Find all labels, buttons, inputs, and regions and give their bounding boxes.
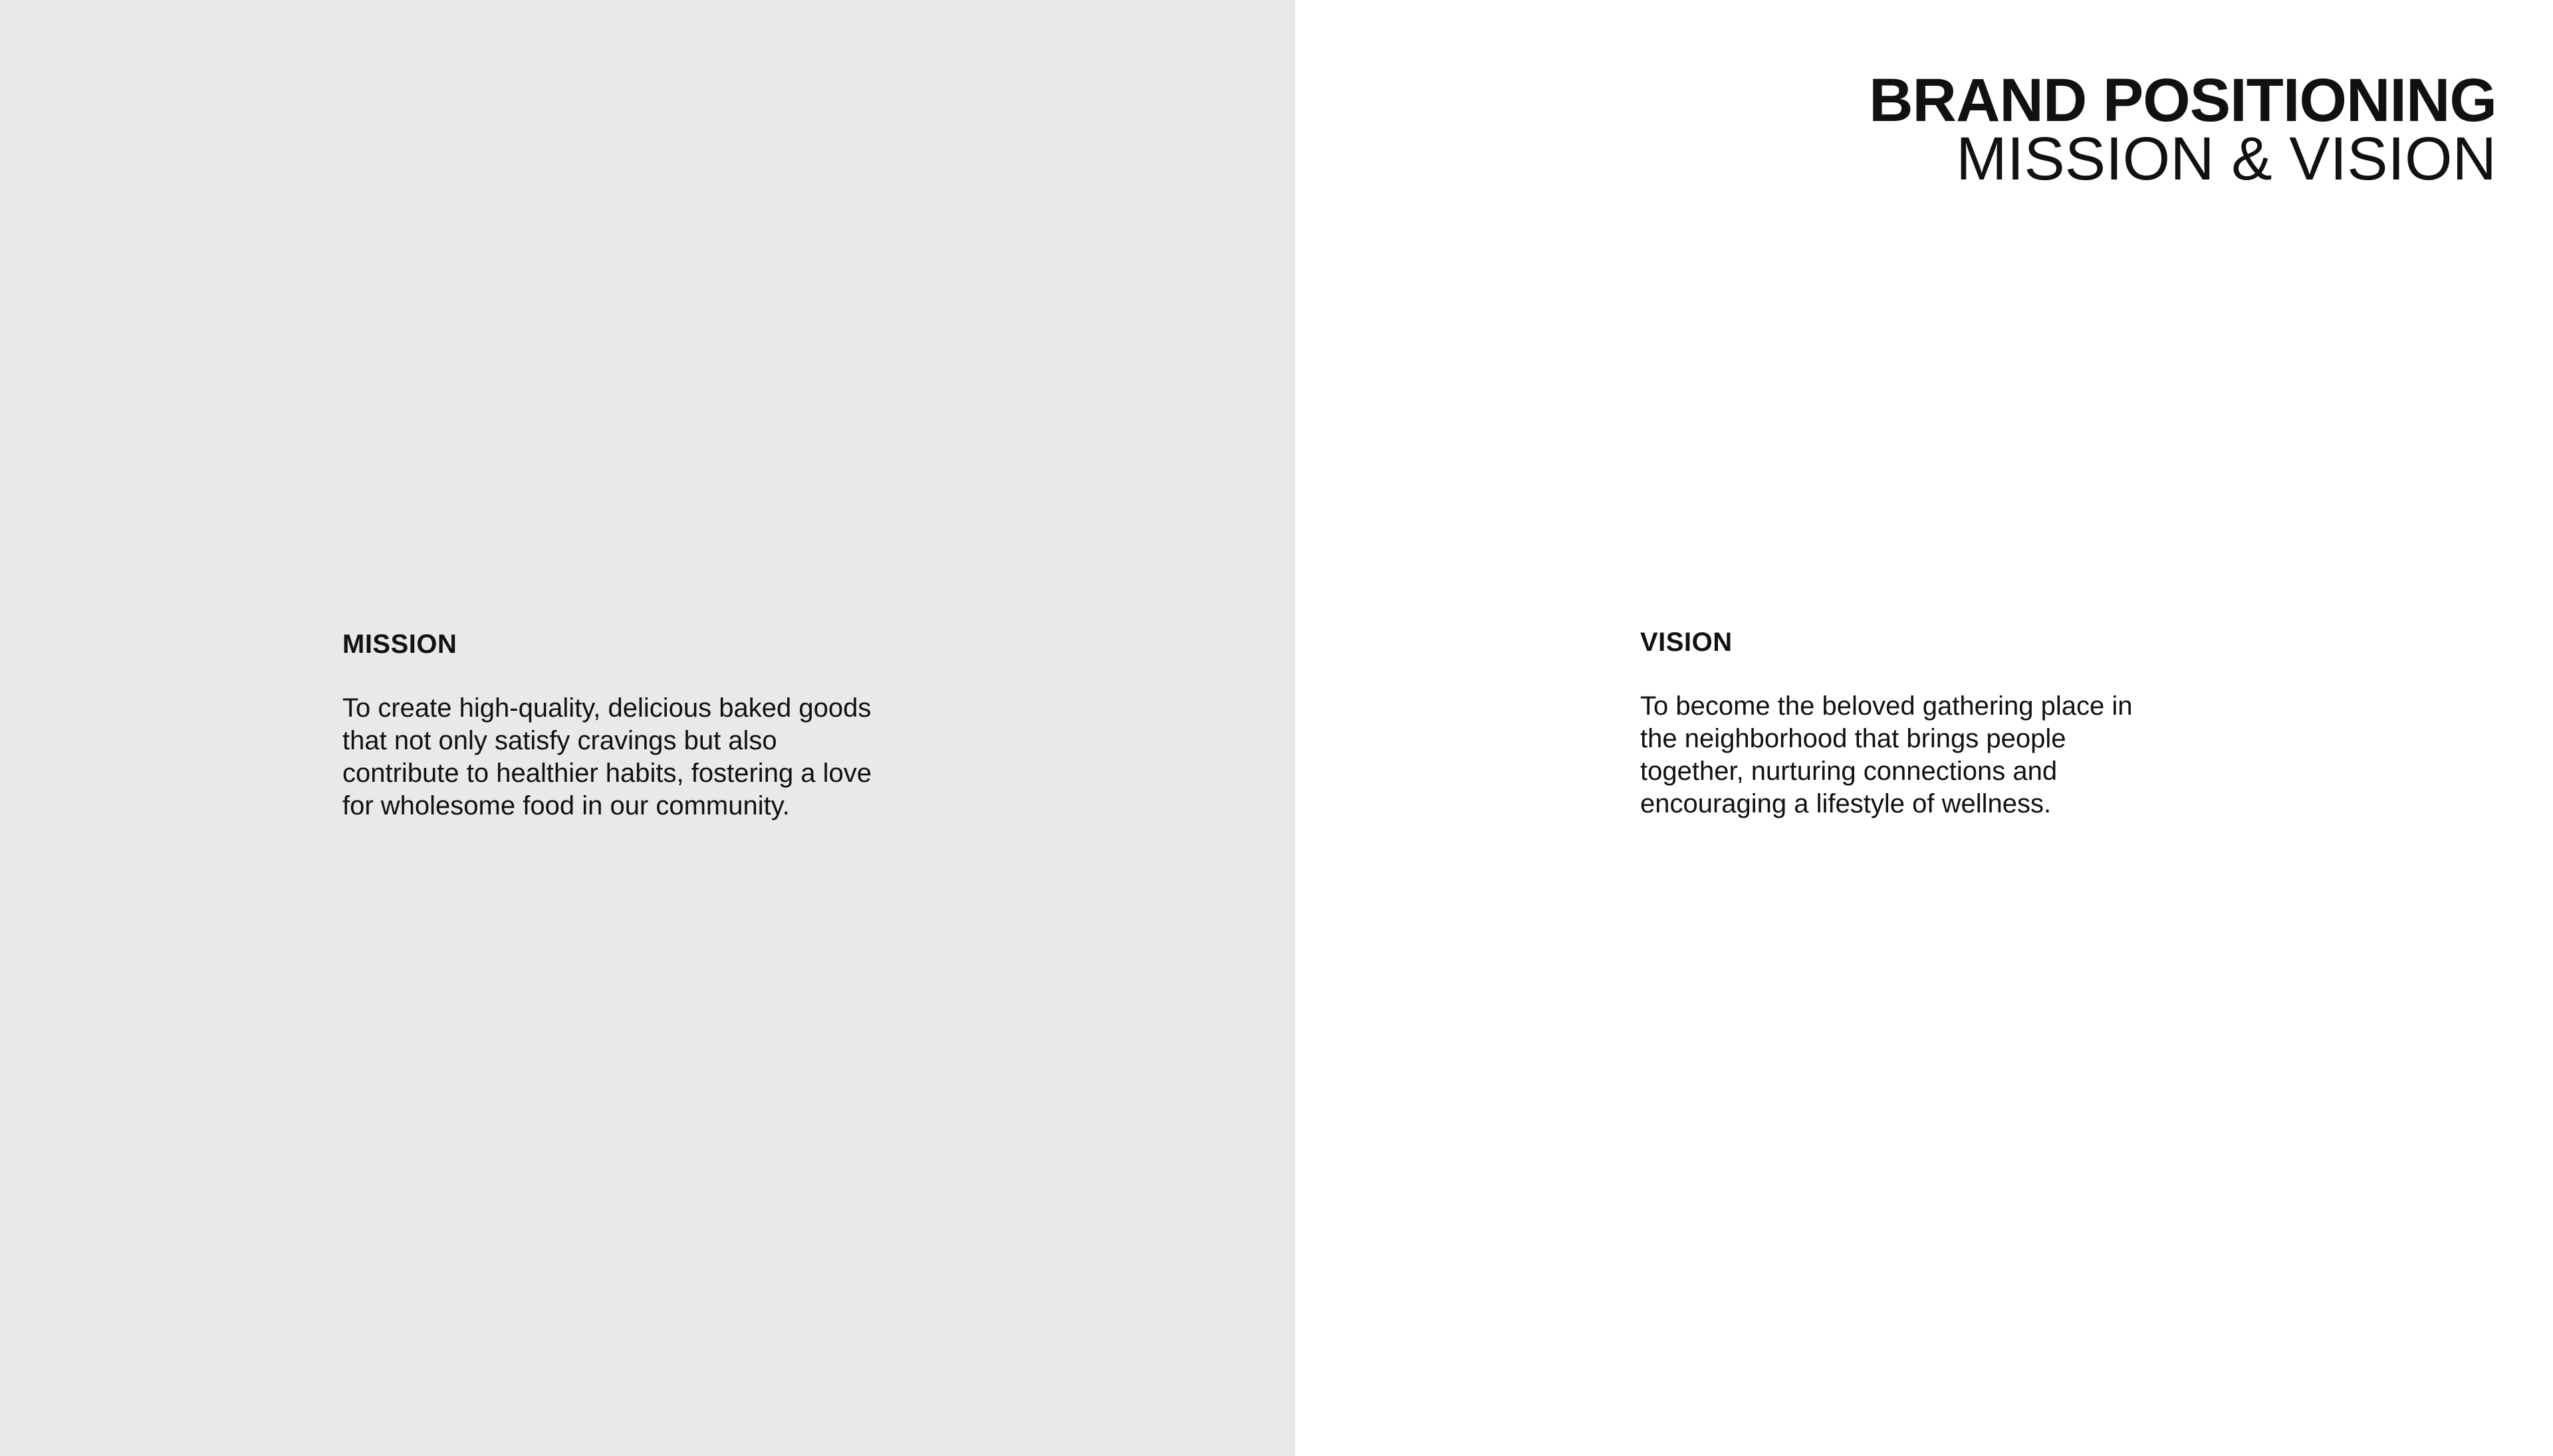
mission-heading: MISSION [342,630,457,659]
page-header [1869,66,2496,193]
vision-heading: VISION [1640,628,1733,657]
mission-body: To create high-quality, delicious baked goods that not only satisfy cravings but also contribute to healthier habits, fostering a love for wholesome food in our community. [342,693,872,820]
vision-body: To become the beloved gathering place in the neighborhood that brings people together, nurturing connections and encouraging a lifestyle of wellness. [1640,691,2133,818]
vision-section [1640,626,2272,820]
page-subtitle: MISSION & VISION [1956,125,2496,193]
mission-section [342,628,974,822]
page-title: BRAND POSITIONING [1869,66,2496,134]
